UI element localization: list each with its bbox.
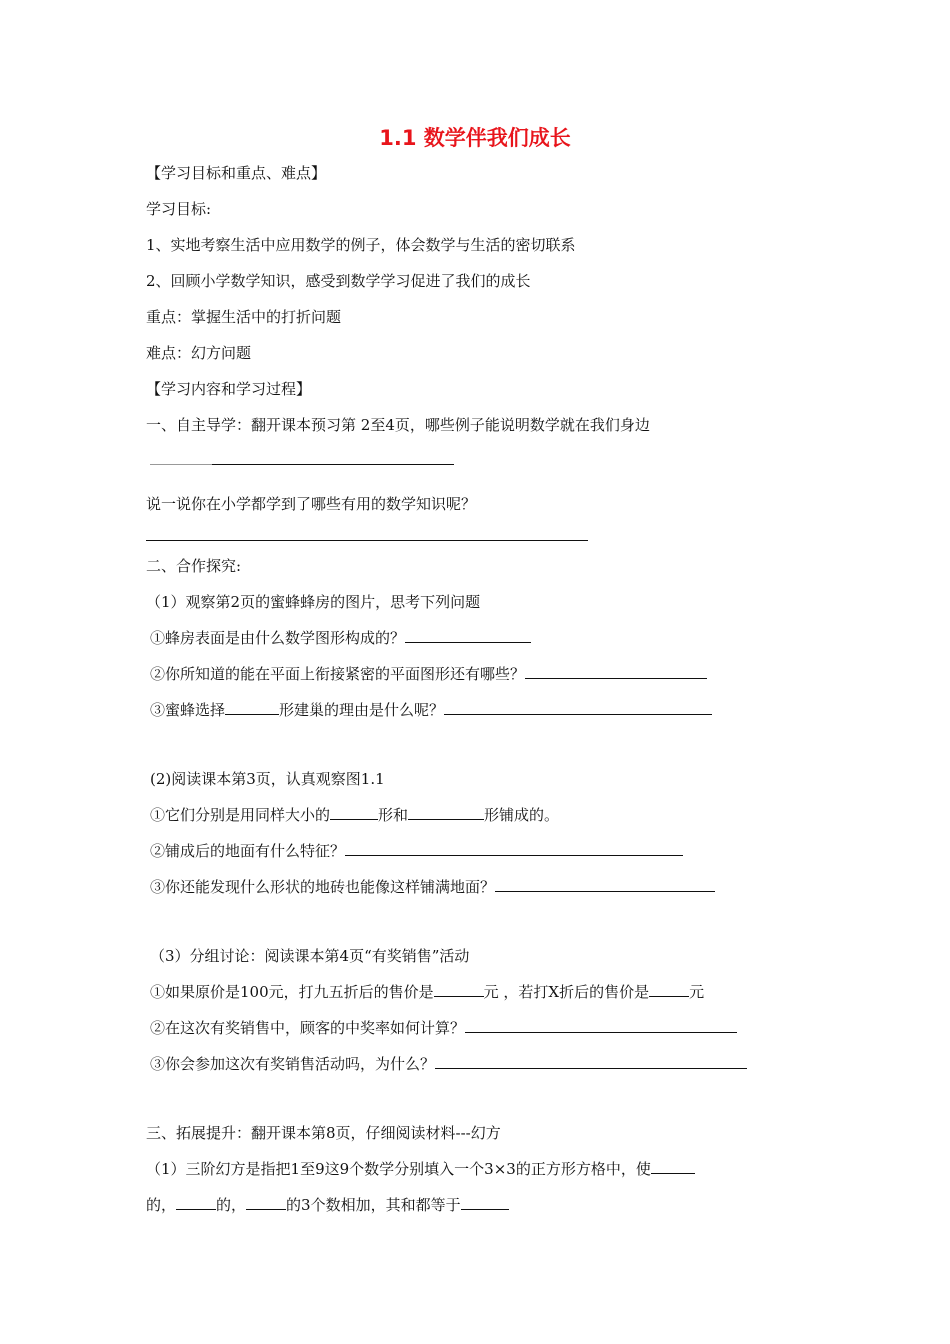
- part2-q2-text: ②铺成后的地面有什么特征？: [150, 842, 346, 860]
- part1-q1: [150, 627, 531, 649]
- part3-q3-text: ③你会参加这次有奖销售活动吗，为什么？: [150, 1055, 436, 1073]
- part3-q1-text-b: 元 ，若打X折后的售价是: [483, 983, 650, 1001]
- key-point: 重点：掌握生活中的打折问题: [146, 308, 342, 326]
- answer-blank[interactable]: [525, 664, 707, 679]
- answer-blank[interactable]: [330, 805, 378, 820]
- answer-blank[interactable]: [435, 1054, 747, 1069]
- section3-line1-text: （1）三阶幻方是指把1至9这9个数学分别填入一个3×3的正方形方格中，使: [146, 1160, 651, 1178]
- part3-q1-text-a: ①如果原价是100元，打九五折后的售价是: [150, 983, 434, 1001]
- part1-intro: （1）观察第2页的蜜蜂蜂房的图片，思考下列问题: [146, 593, 481, 611]
- answer-blank[interactable]: [444, 700, 712, 715]
- part3-q1: [150, 981, 704, 1003]
- part2-q1: [150, 804, 559, 826]
- section3-line2-text-a: 的，: [146, 1196, 177, 1214]
- section3-line2-text-b: 的，: [216, 1196, 247, 1214]
- answer-blank[interactable]: [176, 1195, 216, 1210]
- answer-blank[interactable]: [651, 1159, 695, 1174]
- goal-1: 1、实地考察生活中应用数学的例子，体会数学与生活的密切联系: [146, 236, 576, 254]
- goal-2: 2、回顾小学数学知识，感受到数学学习促进了我们的成长: [146, 272, 531, 290]
- part3-q1-text-c: 元: [689, 983, 705, 1001]
- answer-blank[interactable]: [461, 1195, 509, 1210]
- section3-line2: [146, 1194, 509, 1216]
- answer-blank[interactable]: [225, 700, 279, 715]
- part3-q2-text: ②在这次有奖销售中，顾客的中奖率如何计算？: [150, 1019, 466, 1037]
- difficulty: 难点：幻方问题: [146, 344, 252, 362]
- part2-q2: [150, 840, 683, 862]
- answer-blank[interactable]: [434, 982, 484, 997]
- answer-blank[interactable]: [495, 877, 715, 892]
- part2-intro: (2)阅读课本第3页，认真观察图1.1: [150, 770, 385, 788]
- answer-blank[interactable]: [408, 805, 484, 820]
- part1-q3-text-b: 形建巢的理由是什么呢？: [279, 701, 445, 719]
- answer-line-short[interactable]: [150, 464, 212, 465]
- part2-q1-text-b: 形和: [378, 806, 409, 824]
- goals-label: 学习目标:: [146, 200, 212, 218]
- answer-blank[interactable]: [649, 982, 689, 997]
- section1-question: 说一说你在小学都学到了哪些有用的数学知识呢？: [146, 495, 477, 513]
- part2-q1-text-c: 形铺成的。: [484, 806, 560, 824]
- part1-q1-text: ①蜂房表面是由什么数学图形构成的？: [150, 629, 406, 647]
- answer-blank[interactable]: [405, 628, 531, 643]
- page-title: 1.1 数学伴我们成长: [379, 126, 571, 150]
- part2-q1-text-a: ①它们分别是用同样大小的: [150, 806, 331, 824]
- section2-heading: 二、合作探究:: [146, 557, 242, 575]
- objectives-header: 【学习目标和重点、难点】: [146, 164, 327, 182]
- answer-blank[interactable]: [465, 1018, 737, 1033]
- part1-q3-text-a: ③蜜蜂选择: [150, 701, 226, 719]
- section1-heading: 一、自主导学：翻开课本预习第 2至4页，哪些例子能说明数学就在我们身边: [146, 416, 650, 434]
- part3-intro: （3）分组讨论：阅读课本第4页“有奖销售”活动: [150, 947, 470, 965]
- answer-line-1[interactable]: [212, 464, 454, 465]
- part3-q2: [150, 1017, 737, 1039]
- part2-q3-text: ③你还能发现什么形状的地砖也能像这样铺满地面？: [150, 878, 496, 896]
- part1-q2: [150, 663, 707, 685]
- content-header: 【学习内容和学习过程】: [146, 380, 312, 398]
- answer-blank[interactable]: [246, 1195, 286, 1210]
- part1-q2-text: ②你所知道的能在平面上衔接紧密的平面图形还有哪些？: [150, 665, 526, 683]
- answer-line-2[interactable]: [146, 540, 588, 541]
- answer-blank[interactable]: [345, 841, 683, 856]
- part1-q3: [150, 699, 712, 721]
- part3-q3: [150, 1053, 747, 1075]
- section3-heading: 三、拓展提升：翻开课本第8页，仔细阅读材料---幻方: [146, 1124, 501, 1142]
- section3-line2-text-c: 的3个数相加，其和都等于: [286, 1196, 461, 1214]
- section3-line1: [146, 1158, 695, 1180]
- part2-q3: [150, 876, 715, 898]
